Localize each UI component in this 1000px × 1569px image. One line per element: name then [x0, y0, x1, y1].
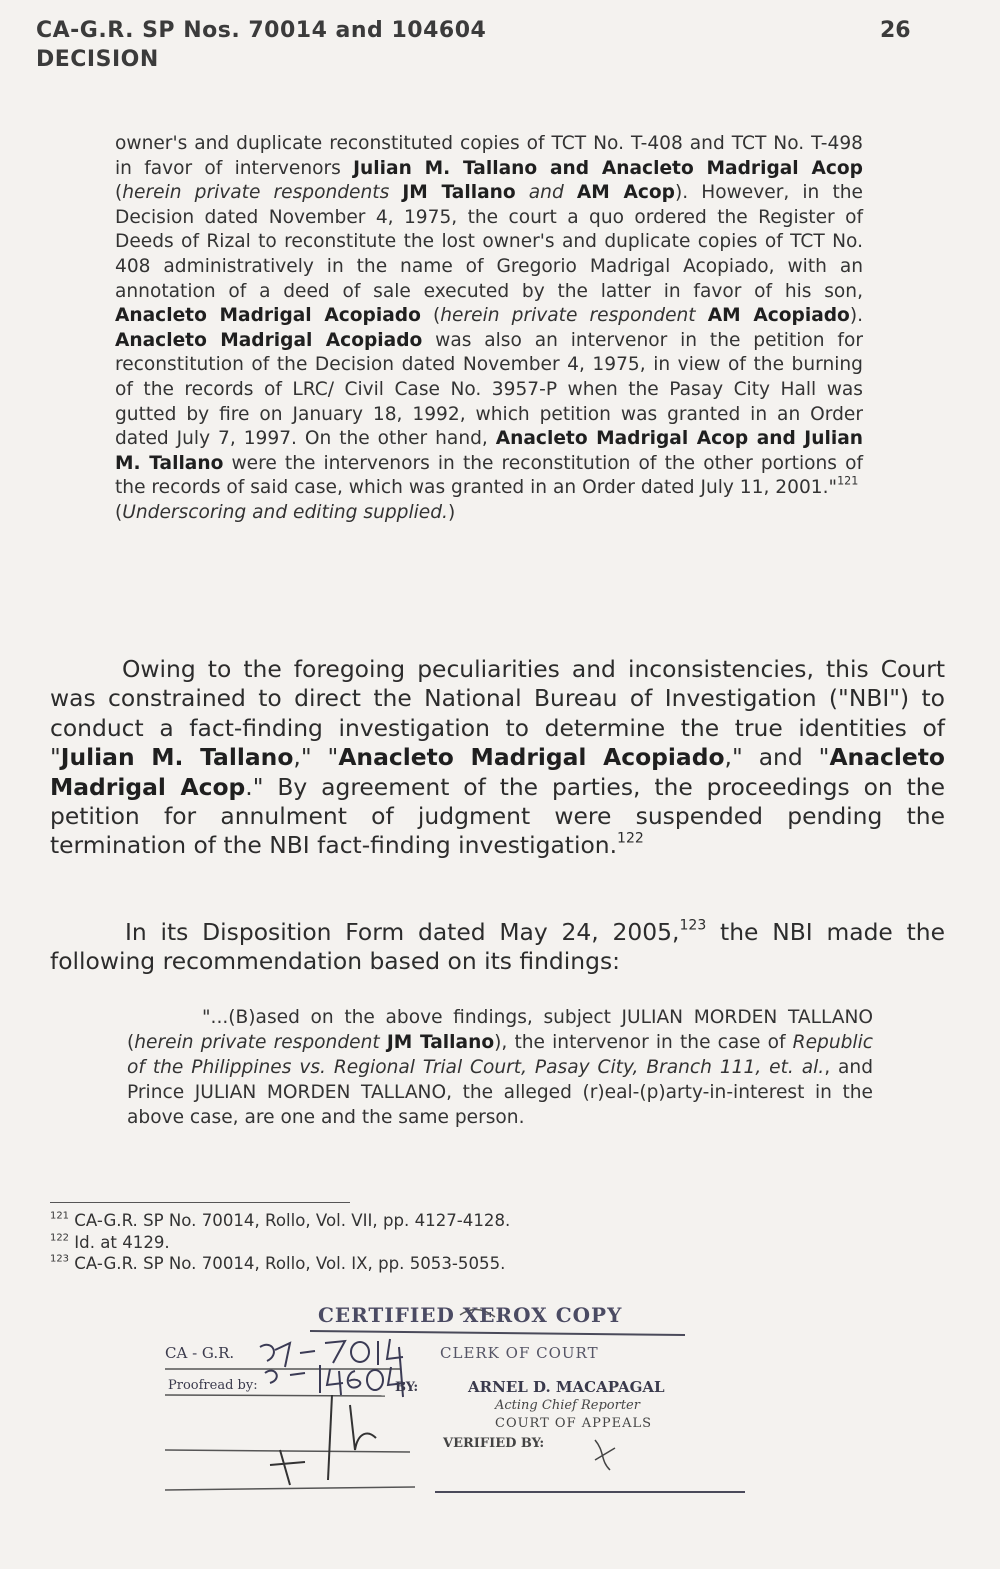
case-number-header: CA-G.R. SP Nos. 70014 and 104604: [36, 18, 487, 43]
footnote-122: $^{122}$ Id. at 4129.: [50, 1232, 170, 1252]
page-number: 26: [880, 18, 911, 43]
stamp-court: COURT OF APPEALS: [495, 1416, 653, 1431]
quoted-passage-2: "...(B)ased on the above findings, subject JULIAN MORDEN TALLANO (herein private respondent JM Tallano), the intervenor in the case of Republic of the Philippines vs. Regional Trial Court, Pasay City, Branch 111, et. al., and Prince JULIAN MORDEN TALLANO, the alleged (r)eal-(p)arty-in-interest in the above case, are one and the same person.: [127, 1007, 873, 1128]
stamp-ca-label: CA - G.R.: [165, 1344, 235, 1362]
stamp-by: BY:: [395, 1380, 419, 1395]
quoted-passage-1: owner's and duplicate reconstituted copies of TCT No. T-408 and TCT No. T-498 in favor of intervenors Julian M. Tallano and Anacleto Madrigal Acop (herein private respondents JM Tallano and AM Acop). However, in the Decision dated November 4, 1975, the court a quo ordered the Register of Deeds of Rizal to reconstitute the lost owner's and duplicate copies of TCT No. 408 administratively in the name of Gregorio Madrigal Acopiado, with an annotation of a deed of sale executed by the latter in favor of his son, Anacleto Madrigal Acopiado (herein private respondent AM Acopiado). Anacleto Madrigal Acopiado was also an intervenor in the petition for reconstitution of the Decision dated November 4, 1975, in view of the burning of the records of LRC/ Civil Case No. 3957-P when the Pasay City Hall was gutted by fire on January 18, 1992, which petition was granted in an Order dated July 7, 1997. On the other hand, Anacleto Madrigal Acop and Julian M. Tallano were the intervenors in the reconstitution of the other portions of the records of said case, which was granted in an Order dated July 11, 2001."$^{121}$ (Underscoring and editing supplied.): [115, 133, 863, 523]
body-paragraph-2: In its Disposition Form dated May 24, 2005,$^{123}$ the NBI made the following recommendation based on its findings:: [50, 917, 945, 976]
footnote-ref-121: 121: [837, 474, 859, 488]
footnote-divider: [50, 1202, 350, 1203]
document-type-header: DECISION: [36, 47, 159, 72]
stamp-title: CERTIFIED XEROX COPY: [318, 1303, 623, 1327]
footnote-123: $^{123}$ CA-G.R. SP No. 70014, Rollo, Vol. IX, pp. 5053-5055.: [50, 1253, 506, 1273]
stamp-clerk: CLERK OF COURT: [440, 1344, 599, 1362]
footnotes: [50, 1210, 510, 1275]
footnote-ref-123: 123: [679, 917, 707, 934]
stamp-officer-name: ARNEL D. MACAPAGAL: [468, 1378, 665, 1396]
stamp-proofread: Proofread by:: [168, 1378, 258, 1393]
footnote-ref-122: 122: [617, 830, 644, 847]
stamp-verified: VERIFIED BY:: [443, 1436, 545, 1451]
footnote-121: $^{121}$ CA-G.R. SP No. 70014, Rollo, Vol. VII, pp. 4127-4128.: [50, 1210, 511, 1230]
stamp-officer-role: Acting Chief Reporter: [495, 1398, 640, 1413]
body-paragraph-1: Owing to the foregoing peculiarities and inconsistencies, this Court was constrained to direct the National Bureau of Investigation ("NBI") to conduct a fact-finding investigation to determine the true identities of "Julian M. Tallano," "Anacleto Madrigal Acopiado," and "Anacleto Madrigal Acop." By agreement of the parties, the proceedings on the petition for annulment of judgment were suspended pending the termination of the NBI fact-finding investigation.$^{122}$: [50, 655, 945, 860]
